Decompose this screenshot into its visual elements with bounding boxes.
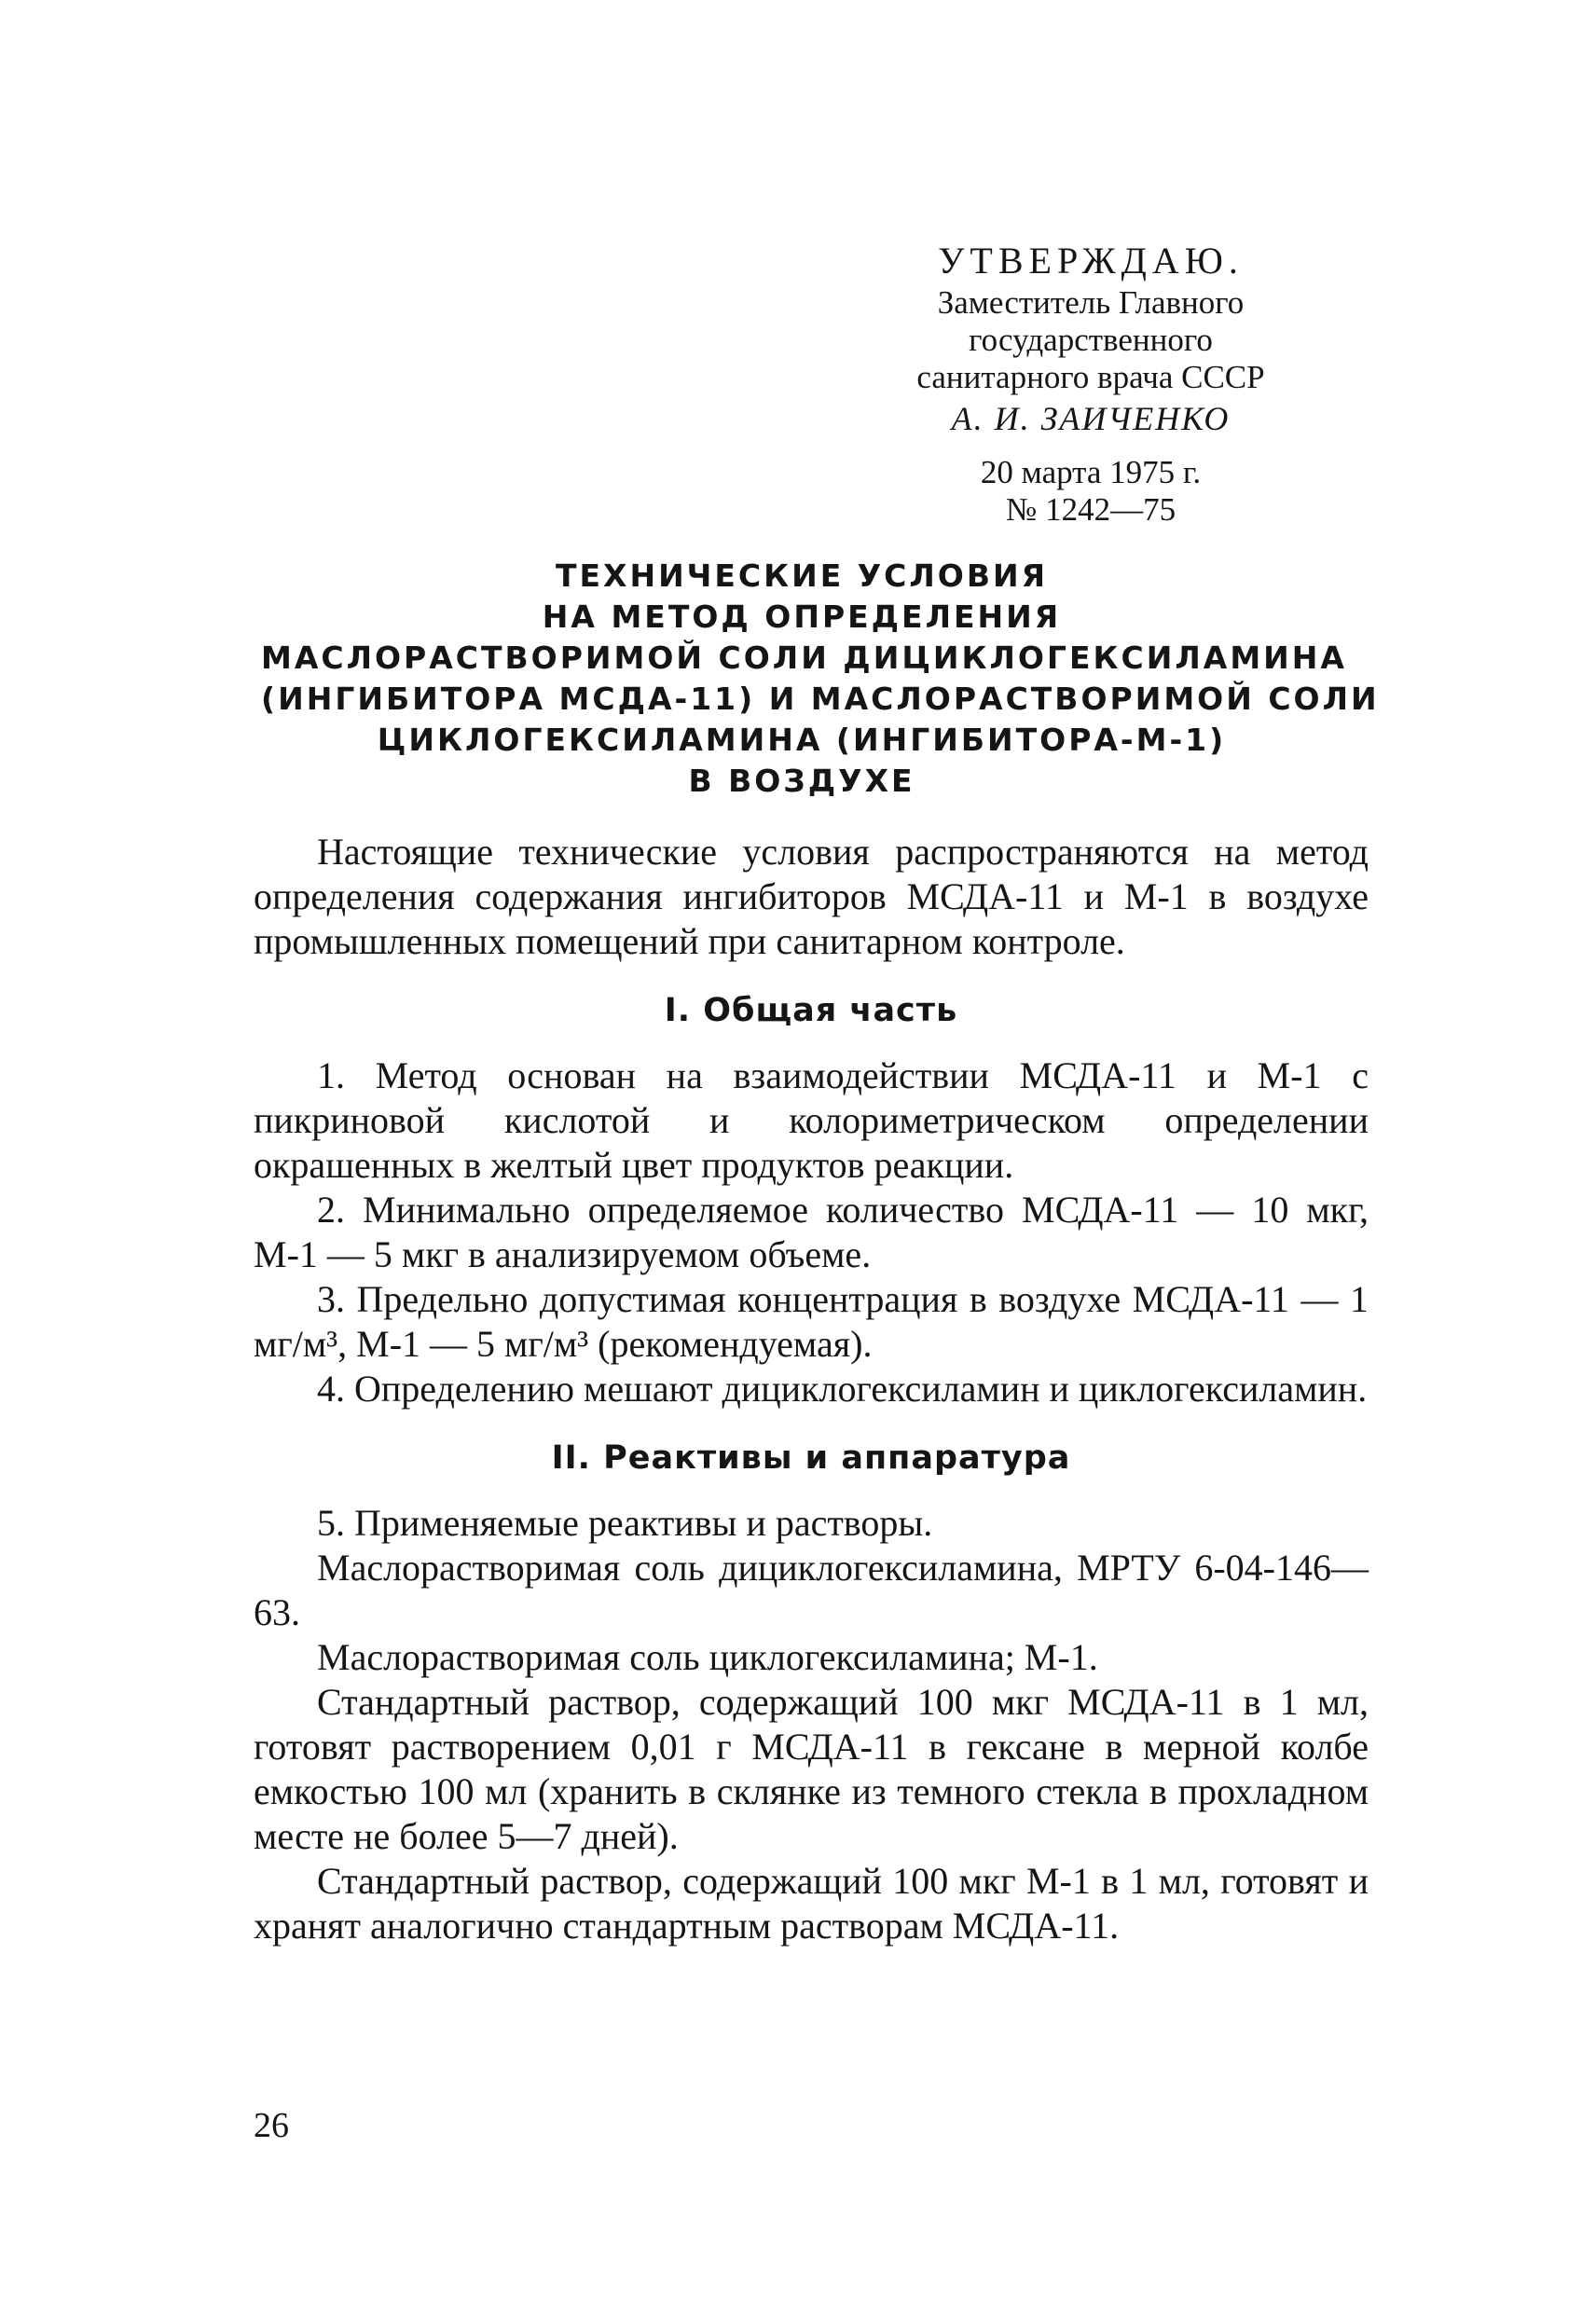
clause-paragraph: Маслорастворимая соль циклогексиламина; М-1. <box>317 1636 1098 1678</box>
clause-paragraph: 4. Определению мешают дициклогексиламин и циклогексиламин. <box>317 1368 1368 1410</box>
page-number: 26 <box>254 2106 289 2145</box>
title-line: ТЕХНИЧЕСКИЕ УСЛОВИЯ <box>555 557 1049 594</box>
approval-number: № 1242—75 <box>1005 491 1176 528</box>
title-line: (ИНГИБИТОРА МСДА-11) И МАСЛОРАСТВОРИМОЙ СОЛИ <box>261 681 1380 717</box>
title-line: НА МЕТОД ОПРЕДЕЛЕНИЯ <box>542 599 1062 635</box>
section-heading-general: I. Общая часть <box>664 992 958 1029</box>
clause-paragraph: Маслорастворимая соль дициклогексиламина, МРТУ 6-04-146—63. <box>254 1547 1369 1633</box>
section-heading-reagents: II. Реактивы и аппаратура <box>551 1439 1071 1477</box>
approval-date: 20 марта 1975 г. <box>980 454 1202 490</box>
clause-paragraph: Стандартный раствор, содержащий 100 мкг МСДА-11 в 1 мл, готовят растворением 0,01 г МСДА-11 в гексане в мерной колбе емкостью 100 мл (хранить в склянке из темного стекла в прохладном месте не более 5—7 дней). <box>254 1681 1369 1857</box>
clause-paragraph: 3. Предельно допустимая концентрация в воздухе МСДА-11 — 1 мг/м³, М-1 — 5 мг/м³ (рекомендуемая). <box>254 1278 1369 1365</box>
clause-paragraph: Стандартный раствор, содержащий 100 мкг М-1 в 1 мл, готовят и хранят аналогично стандартным растворам МСДА-11. <box>254 1860 1369 1947</box>
approval-position-line: государственного <box>969 322 1213 358</box>
approval-block <box>867 238 1314 529</box>
clause-paragraph: 2. Минимально определяемое количество МСДА-11 — 10 мкг, М-1 — 5 мкг в анализируемом объеме. <box>254 1189 1369 1275</box>
intro-paragraph: Настоящие технические условия распространяются на метод определения содержания ингибиторов МСДА-11 и М-1 в воздухе промышленных помещений при санитарном контроле. <box>254 831 1369 962</box>
clause-paragraph: 5. Применяемые реактивы и растворы. <box>317 1502 933 1544</box>
approval-position-line: санитарного врача СССР <box>916 359 1265 395</box>
document-body <box>254 830 1369 1948</box>
document-title <box>261 556 1380 802</box>
approval-heading: УТВЕРЖДАЮ. <box>938 240 1244 282</box>
title-line: МАСЛОРАСТВОРИМОЙ СОЛИ ДИЦИКЛОГЕКСИЛАМИНА <box>261 640 1347 676</box>
title-line: В ВОЗДУХЕ <box>688 763 915 799</box>
approval-position-line: Заместитель Главного <box>937 284 1245 321</box>
clause-paragraph: 1. Метод основан на взаимодействии МСДА-11 и М-1 с пикриновой кислотой и колориметрическом определении окрашенных в желтый цвет продуктов реакции. <box>254 1054 1369 1186</box>
approval-signer: А. И. ЗАИЧЕНКО <box>951 400 1231 437</box>
title-line: ЦИКЛОГЕКСИЛАМИНА (ИНГИБИТОРА-М-1) <box>377 722 1227 758</box>
